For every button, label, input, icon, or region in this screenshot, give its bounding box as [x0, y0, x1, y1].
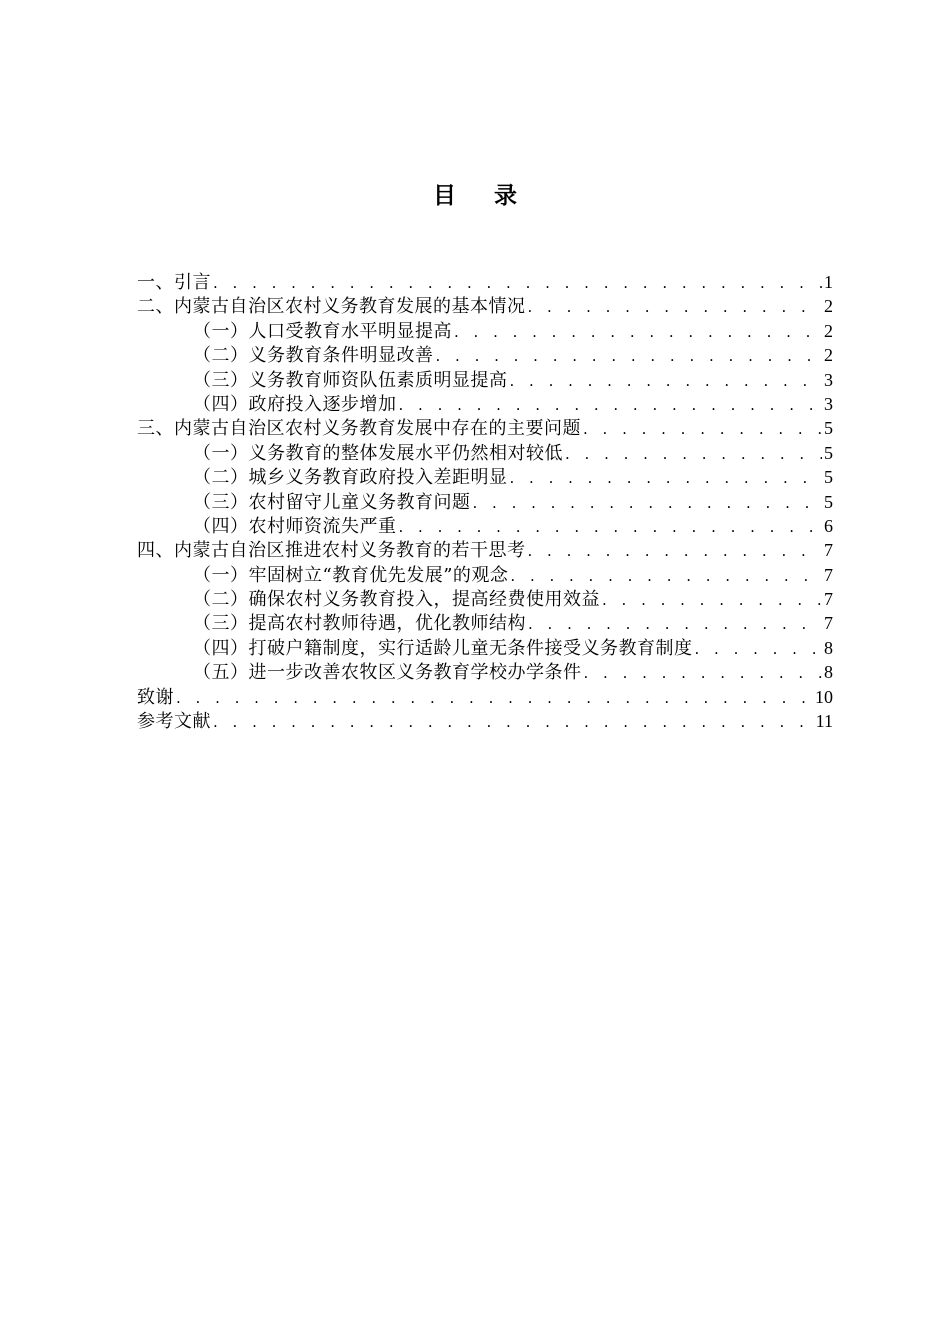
toc-leader-dots [399, 515, 823, 539]
toc-entry[interactable] [137, 319, 833, 343]
toc-leader-dots [454, 320, 822, 344]
toc-entry-page-number: 7 [824, 540, 833, 561]
toc-entry-page-number: 8 [824, 637, 833, 658]
toc-entry-page-number: 2 [824, 296, 833, 317]
toc-entry-label: （三）义务教育师资队伍素质明显提高 [193, 369, 508, 391]
toc-entry-page-number: 3 [824, 393, 833, 414]
toc-entry-label: （一）牢固树立“教育优先发展”的观念 [193, 564, 509, 586]
toc-entry-page-number: 3 [824, 369, 833, 390]
toc-leader-dots [399, 393, 823, 417]
toc-leader-dots [528, 295, 823, 319]
toc-entry-label: 三、内蒙古自治区农村义务教育发展中存在的主要问题 [137, 418, 581, 440]
toc-entry-page-number: 5 [824, 467, 833, 488]
toc-entry-page-number: 2 [824, 345, 833, 366]
toc-entry[interactable] [137, 514, 833, 538]
toc-entry[interactable] [137, 416, 833, 440]
toc-leader-dots [528, 539, 823, 563]
toc-entry-page-number: 11 [815, 711, 833, 732]
toc-leader-dots [510, 369, 823, 393]
toc-entry[interactable] [137, 563, 833, 587]
toc-entry-label: 参考文献 [137, 711, 211, 733]
toc-entry-label: （一）人口受教育水平明显提高 [193, 320, 452, 342]
toc-entry-label: 四、内蒙古自治区推进农村义务教育的若干思考 [137, 540, 526, 562]
toc-entry[interactable] [137, 392, 833, 416]
toc-entry-label: （二）城乡义务教育政府投入差距明显 [193, 467, 508, 489]
toc-entry-label: 一、引言 [137, 272, 211, 293]
toc-leader-dots [176, 686, 813, 710]
toc-entry[interactable] [137, 270, 833, 294]
toc-leader-dots [510, 466, 823, 490]
toc-leader-dots [695, 637, 823, 661]
toc-leader-dots [436, 344, 823, 368]
toc-entry[interactable] [137, 685, 833, 709]
toc-entry-label: （五）进一步改善农牧区义务教育学校办学条件 [193, 662, 582, 684]
toc-entry-page-number: 7 [824, 589, 833, 610]
toc-entry-page-number: 2 [824, 320, 833, 341]
toc-entry-label: （一）义务教育的整体发展水平仍然相对较低 [193, 442, 563, 464]
toc-leader-dots [565, 442, 822, 466]
toc-entry-page-number: 5 [824, 491, 833, 512]
toc-entry[interactable] [137, 538, 833, 562]
toc-leader-dots [584, 661, 823, 685]
toc-entry[interactable] [137, 636, 833, 660]
toc-entry[interactable] [137, 441, 833, 465]
page-title-char-2: 录 [494, 183, 517, 209]
toc-entry-label: （三）提高农村教师待遇，优化教师结构 [193, 613, 526, 635]
toc-entry[interactable] [137, 490, 833, 514]
toc-entry-label: （二）确保农村义务教育投入，提高经费使用效益 [193, 589, 600, 611]
table-of-contents [137, 270, 833, 733]
toc-entry-label: （四）政府投入逐步增加 [193, 393, 397, 415]
toc-entry-label: （四）农村师资流失严重 [193, 515, 397, 537]
toc-entry-page-number: 10 [815, 686, 833, 707]
toc-leader-dots [528, 612, 822, 636]
toc-entry-label: 二、内蒙古自治区农村义务教育发展的基本情况 [137, 296, 526, 318]
toc-entry[interactable] [137, 587, 833, 611]
toc-entry-page-number: 7 [824, 613, 833, 634]
toc-entry-page-number: 6 [824, 515, 833, 536]
toc-entry[interactable] [137, 294, 833, 318]
toc-entry[interactable] [137, 465, 833, 489]
toc-entry-page-number: 5 [824, 442, 833, 463]
page-title-char-1: 目 [433, 183, 456, 209]
toc-entry-page-number: 7 [824, 564, 833, 585]
toc-entry[interactable] [137, 343, 833, 367]
toc-entry-page-number: 1 [824, 272, 833, 292]
toc-entry[interactable] [137, 660, 833, 684]
toc-entry[interactable] [137, 709, 833, 733]
toc-leader-dots [583, 417, 822, 441]
toc-entry-label: （二）义务教育条件明显改善 [193, 345, 434, 367]
toc-leader-dots [213, 271, 822, 295]
toc-leader-dots [510, 564, 822, 588]
toc-leader-dots [602, 588, 822, 612]
toc-entry-label: （四）打破户籍制度，实行适龄儿童无条件接受义务教育制度 [193, 637, 693, 659]
toc-entry-label: （三）农村留守儿童义务教育问题 [193, 491, 471, 513]
toc-entry[interactable] [137, 368, 833, 392]
toc-leader-dots [213, 710, 814, 734]
page-title [0, 180, 950, 212]
toc-entry-page-number: 5 [824, 418, 833, 439]
toc-entry-label: 致谢 [137, 686, 174, 708]
toc-entry-page-number: 8 [824, 662, 833, 683]
toc-leader-dots [473, 491, 823, 515]
toc-entry[interactable] [137, 611, 833, 635]
